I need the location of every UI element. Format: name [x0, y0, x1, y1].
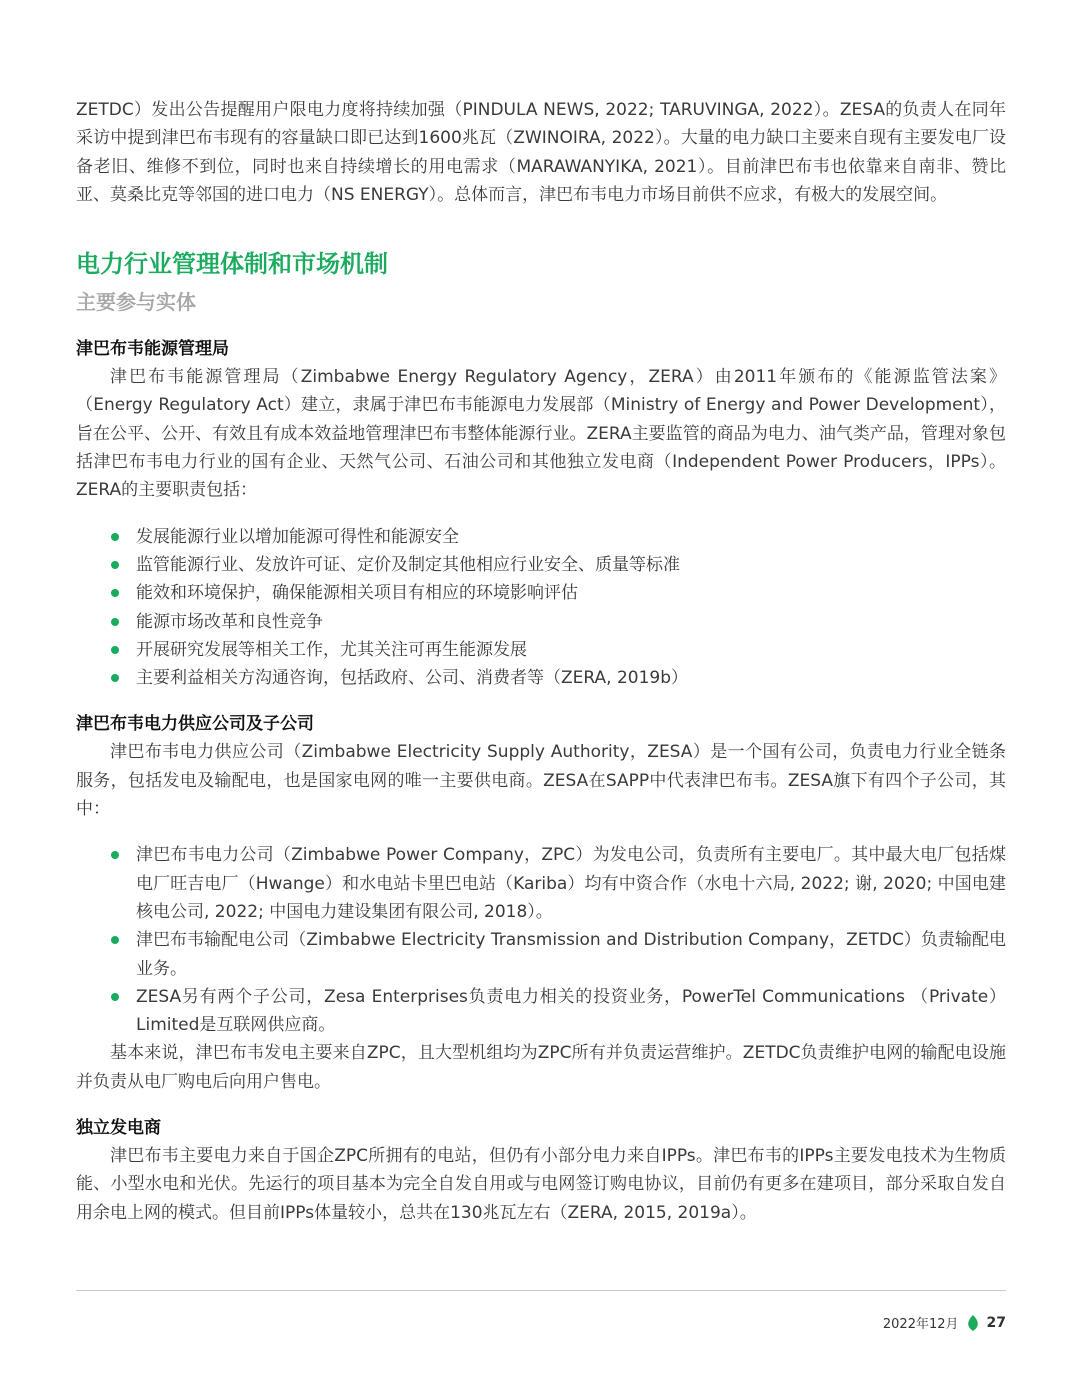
zera-paragraph: 津巴布韦能源管理局（Zimbabwe Energy Regulatory Agency，ZERA）由2011年颁布的《能源监管法案》（Energy Regulatory Act）建立，隶属于津巴布韦能源电力发展部（Ministry of Energy and Power Development），旨在公平、公开、有效且有成本效益地管理津巴布韦整体能源行业。ZERA主要监管的商品为电力、油气类产品，管理对象包括津巴布韦电力行业的国有企业、天然气公司、石油公司和其他独立发电商（Independent Power Producers，IPPs）。ZERA的主要职责包括：	[76, 367, 1006, 501]
list-item: 监管能源行业、发放许可证、定价及制定其他相应行业安全、质量等标准	[76, 551, 1006, 579]
footer-divider	[76, 1290, 1006, 1291]
bullet-dot-icon	[111, 936, 119, 944]
section-title: 电力行业管理体制和市场机制	[76, 250, 388, 279]
footer-date: 2022年12月	[882, 1317, 959, 1332]
page-footer	[883, 1313, 1006, 1332]
bullet-dot-icon	[111, 646, 119, 654]
bullet-dot-icon	[111, 533, 119, 541]
zesa-subsidiaries-list	[76, 841, 1006, 1039]
list-item: 津巴布韦输配电公司（Zimbabwe Electricity Transmission and Distribution Company，ZETDC）负责输配电业务。	[76, 926, 1006, 983]
list-item: ZESA另有两个子公司，Zesa Enterprises负责电力相关的投资业务，PowerTel Communications （Private） Limited是互联网供应商。	[76, 983, 1006, 1040]
ipp-heading: 独立发电商	[76, 1118, 161, 1139]
zesa-heading: 津巴布韦电力供应公司及子公司	[76, 714, 314, 735]
list-item: 发展能源行业以增加能源可得性和能源安全	[76, 523, 1006, 551]
zera-duties-list	[76, 523, 1006, 693]
bullet-dot-icon	[111, 851, 119, 859]
bullet-dot-icon	[111, 589, 119, 597]
bullet-dot-icon	[111, 674, 119, 682]
ipp-paragraph: 津巴布韦主要电力来自于国企ZPC所拥有的电站，但仍有小部分电力来自IPPs。津巴布韦的IPPs主要发电技术为生物质能、小型水电和光伏。先运行的项目基本为完全自发自用或与电网签订购电协议，目前仍有更多在建项目，部分采取自发自用余电上网的模式。但目前IPPs体量较小，总共在130兆瓦左右（ZERA, 2015, 2019a）。	[76, 1146, 1006, 1223]
list-item: 能效和环境保护，确保能源相关项目有相应的环境影响评估	[76, 579, 1006, 607]
bullet-dot-icon	[111, 561, 119, 569]
list-item: 开展研究发展等相关工作，尤其关注可再生能源发展	[76, 636, 1006, 664]
report-page	[76, 96, 1006, 1227]
list-item: 能源市场改革和良性竞争	[76, 608, 1006, 636]
list-item: 主要利益相关方沟通咨询，包括政府、公司、消费者等（ZERA, 2019b）	[76, 664, 1006, 692]
subsection-title: 主要参与实体	[76, 290, 196, 315]
zesa-paragraph: 津巴布韦电力供应公司（Zimbabwe Electricity Supply Authority，ZESA）是一个国有公司，负责电力行业全链条服务，包括发电及输配电，也是国家电网的唯一主要供电商。ZESA在SAPP中代表津巴布韦。ZESA旗下有四个子公司，其中：	[76, 742, 1006, 820]
page-number: 27	[986, 1314, 1006, 1331]
intro-paragraph: ZETDC）发出公告提醒用户限电力度将持续加强（PINDULA NEWS, 2022; TARUVINGA, 2022）。ZESA的负责人在同年采访中提到津巴布韦现有的容量缺口即已达到1600兆瓦（ZWINOIRA, 2022）。大量的电力缺口主要来自现有主要发电厂设备老旧、维修不到位，同时也来自持续增长的用电需求（MARAWANYIKA, 2021）。目前津巴布韦也依靠来自南非、赞比亚、莫桑比克等邻国的进口电力（NS ENERGY）。总体而言，津巴布韦电力市场目前供不应求，有极大的发展空间。	[76, 100, 1006, 205]
leaf-icon	[967, 1315, 979, 1331]
bullet-dot-icon	[111, 618, 119, 626]
zesa-closing-paragraph: 基本来说，津巴布韦发电主要来自ZPC，且大型机组均为ZPC所有并负责运营维护。ZETDC负责维护电网的输配电设施并负责从电厂购电后向用户售电。	[76, 1043, 1006, 1092]
list-item: 津巴布韦电力公司（Zimbabwe Power Company，ZPC）为发电公司，负责所有主要电厂。其中最大电厂包括煤电厂旺吉电厂（Hwange）和水电站卡里巴电站（Kariba）均有中资合作（水电十六局, 2022; 谢, 2020; 中国电建核电公司, 2022; 中国电力建设集团有限公司, 2018）。	[76, 841, 1006, 926]
zera-heading: 津巴布韦能源管理局	[76, 339, 229, 360]
bullet-dot-icon	[111, 993, 119, 1001]
